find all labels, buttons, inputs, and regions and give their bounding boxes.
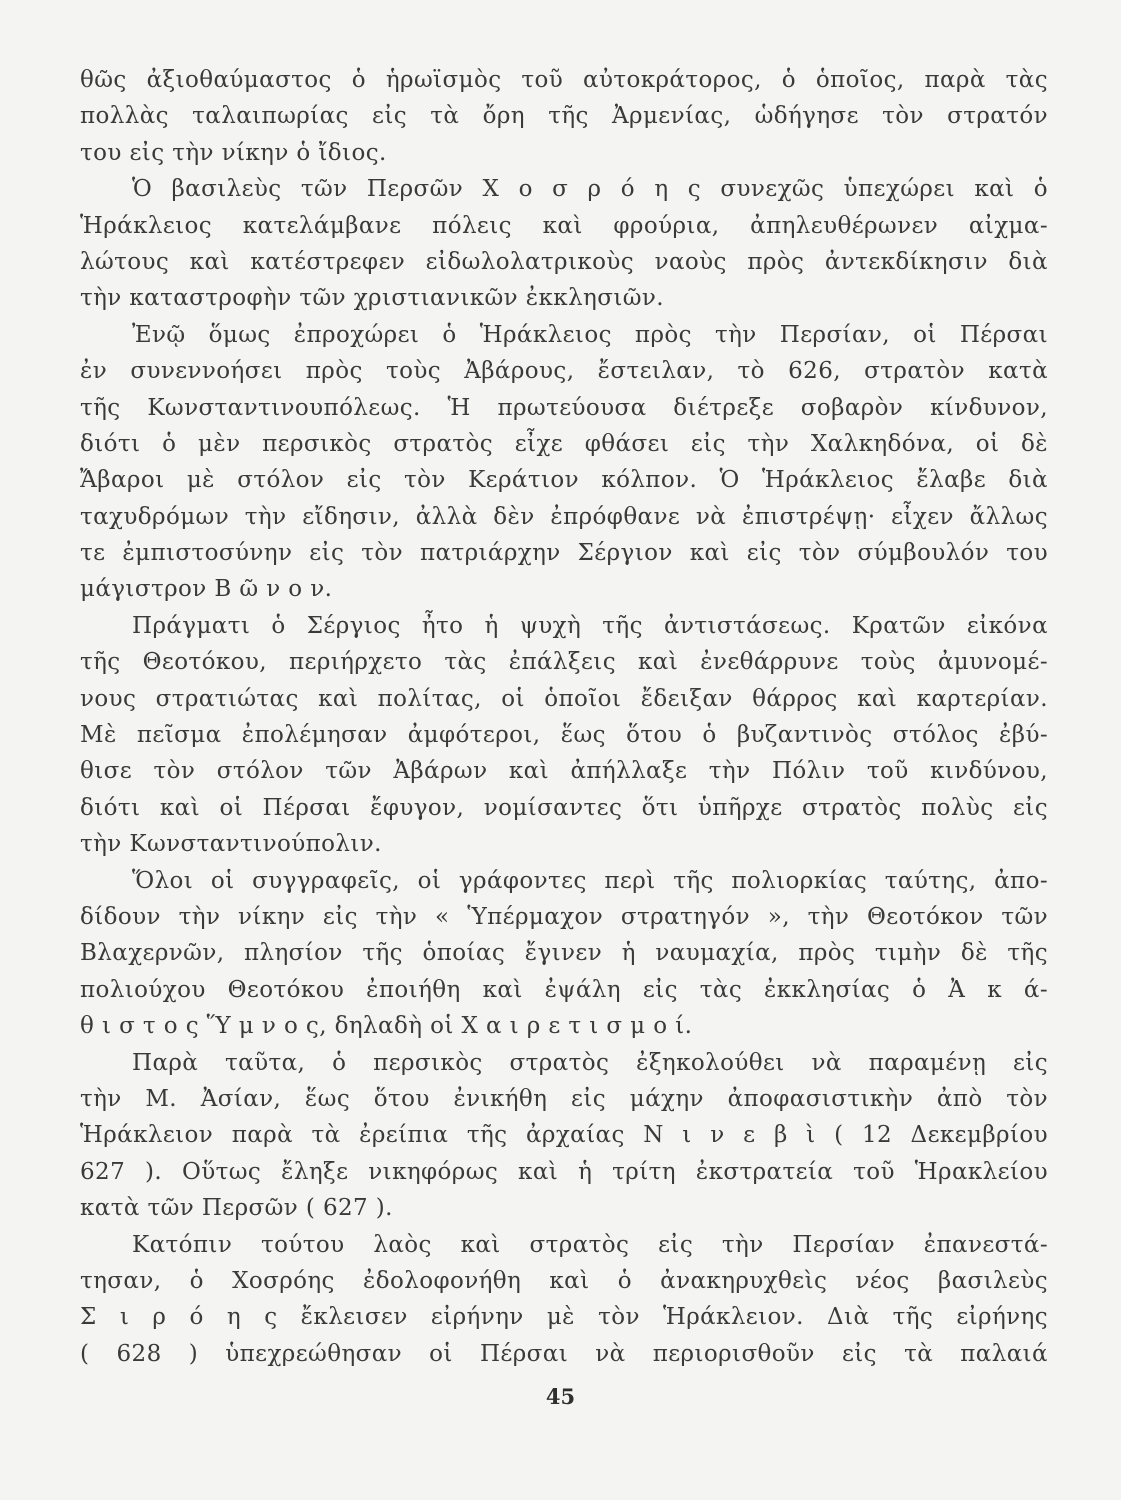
text-line: τησαν, ὁ Χοσρόης ἐδολοφονήθη καὶ ὁ ἀνακηρυχθεὶς νέος βασιλεὺς (80, 1267, 1048, 1294)
text-line: ἐν συνεννοήσει πρὸς τοὺς Ἀβάρους, ἔστειλαν, τὸ 626, στρατὸν κατὰ (80, 358, 1048, 385)
text-line: πολλὰς ταλαιπωρίας εἰς τὰ ὄρη τῆς Ἀρμενίας, ὡδήγησε τὸν στρατόν (80, 103, 1048, 130)
text-line: κατὰ τῶν Περσῶν ( 627 ). (80, 1195, 393, 1222)
text-line: ταχυδρόμων τὴν εἴδησιν, ἀλλὰ δὲν ἐπρόφθανε νὰ ἐπιστρέψῃ· εἶχεν ἄλλως (80, 503, 1048, 530)
text-line: θ ι σ τ ο ς Ὕ μ ν ο ς, δηλαδὴ οἱ Χ α ι ρ ε τ ι σ μ ο ί. (80, 1013, 693, 1040)
text-line: τὴν Κωνσταντινούπολιν. (80, 831, 382, 858)
text-line: μάγιστρον Β ῶ ν ο ν. (80, 576, 333, 603)
text-line: του εἰς τὴν νίκην ὁ ἴδιος. (80, 139, 387, 166)
text-line: Μὲ πεῖσμα ἐπολέμησαν ἀμφότεροι, ἕως ὅτου ὁ βυζαντινὸς στόλος ἐβύ- (80, 722, 1048, 749)
text-line: τὴν καταστροφὴν τῶν χριστιανικῶν ἐκκλησιῶν. (80, 285, 664, 312)
text-line: θῶς ἀξιοθαύμαστος ὁ ἡρωϊσμὸς τοῦ αὐτοκράτορος, ὁ ὁποῖος, παρὰ τὰς (80, 67, 1048, 93)
paragraph-first-line: Ἐνῷ ὅμως ἐπροχώρει ὁ Ἡράκλειος πρὸς τὴν Περσίαν, οἱ Πέρσαι (132, 321, 1048, 348)
text-line: διότι ὁ μὲν περσικὸς στρατὸς εἶχε φθάσει εἰς τὴν Χαλκηδόνα, οἱ δὲ (80, 430, 1048, 457)
text-line: Σ ι ρ ό η ς ἔκλεισεν εἰρήνην μὲ τὸν Ἡράκλειον. Διὰ τῆς εἰρήνης (80, 1304, 1048, 1331)
text-line: διότι καὶ οἱ Πέρσαι ἔφυγον, νομίσαντες ὅτι ὑπῆρχε στρατὸς πολὺς εἰς (80, 794, 1048, 821)
paragraph-first-line: Κατόπιν τούτου λαὸς καὶ στρατὸς εἰς τὴν Περσίαν ἐπανεστά- (132, 1231, 1048, 1258)
text-line: τῆς Θεοτόκου, περιήρχετο τὰς ἐπάλξεις καὶ ἐνεθάρρυνε τοὺς ἀμυνομέ- (80, 649, 1048, 676)
text-line: Ἡράκλειος κατελάμβανε πόλεις καὶ φρούρια, ἀπηλευθέρωνεν αἰχμα- (80, 212, 1048, 239)
text-line: θισε τὸν στόλον τῶν Ἀβάρων καὶ ἀπήλλαξε τὴν Πόλιν τοῦ κινδύνου, (80, 758, 1048, 785)
text-line: 627 ). Οὕτως ἔληξε νικηφόρως καὶ ἡ τρίτη ἐκστρατεία τοῦ Ἡρακλείου (80, 1158, 1048, 1185)
text-line: τε ἐμπιστοσύνην εἰς τὸν πατριάρχην Σέργιον καὶ εἰς τὸν σύμβουλόν του (80, 540, 1048, 567)
text-line: νους στρατιώτας καὶ πολίτας, οἱ ὁποῖοι ἔδειξαν θάρρος καὶ καρτερίαν. (80, 685, 1048, 712)
text-line: λώτους καὶ κατέστρεφεν εἰδωλολατρικοὺς ναοὺς πρὸς ἀντεκδίκησιν διὰ (80, 248, 1048, 275)
paragraph-first-line: Ὁ βασιλεὺς τῶν Περσῶν Χ ο σ ρ ό η ς συνεχῶς ὑπεχώρει καὶ ὁ (132, 176, 1048, 203)
paragraph-first-line: Ὅλοι οἱ συγγραφεῖς, οἱ γράφοντες περὶ τῆς πολιορκίας ταύτης, ἀπο- (132, 867, 1048, 894)
text-line: τῆς Κωνσταντινουπόλεως. Ἡ πρωτεύουσα διέτρεξε σοβαρὸν κίνδυνον, (80, 394, 1048, 421)
page-number: 45 (545, 1384, 576, 1409)
text-line: δίδουν τὴν νίκην εἰς τὴν « Ὑπέρμαχον στρατηγόν », τὴν Θεοτόκον τῶν (80, 903, 1048, 930)
paragraph-first-line: Παρὰ ταῦτα, ὁ περσικὸς στρατὸς ἐξηκολούθει νὰ παραμένῃ εἰς (132, 1049, 1048, 1076)
text-line: τὴν Μ. Ἀσίαν, ἕως ὅτου ἐνικήθη εἰς μάχην ἀποφασιστικὴν ἀπὸ τὸν (80, 1085, 1048, 1112)
text-line: Ἄβαροι μὲ στόλον εἰς τὸν Κεράτιον κόλπον. Ὁ Ἡράκλειος ἔλαβε διὰ (80, 467, 1048, 494)
text-line: πολιούχου Θεοτόκου ἐποιήθη καὶ ἐψάλη εἰς τὰς ἐκκλησίας ὁ Ἀ κ ά- (80, 976, 1048, 1003)
book-page-text (80, 62, 1048, 1372)
paragraph-first-line: Πράγματι ὁ Σέργιος ἦτο ἡ ψυχὴ τῆς ἀντιστάσεως. Κρατῶν εἰκόνα (132, 612, 1048, 639)
text-line: ( 628 ) ὑπεχρεώθησαν οἱ Πέρσαι νὰ περιορισθοῦν εἰς τὰ παλαιά (80, 1340, 1048, 1367)
text-line: Ἡράκλειον παρὰ τὰ ἐρείπια τῆς ἀρχαίας Ν ι ν ε β ὶ ( 12 Δεκεμβρίου (80, 1122, 1048, 1149)
text-line: Βλαχερνῶν, πλησίον τῆς ὁποίας ἔγινεν ἡ ναυμαχία, πρὸς τιμὴν δὲ τῆς (80, 940, 1048, 967)
